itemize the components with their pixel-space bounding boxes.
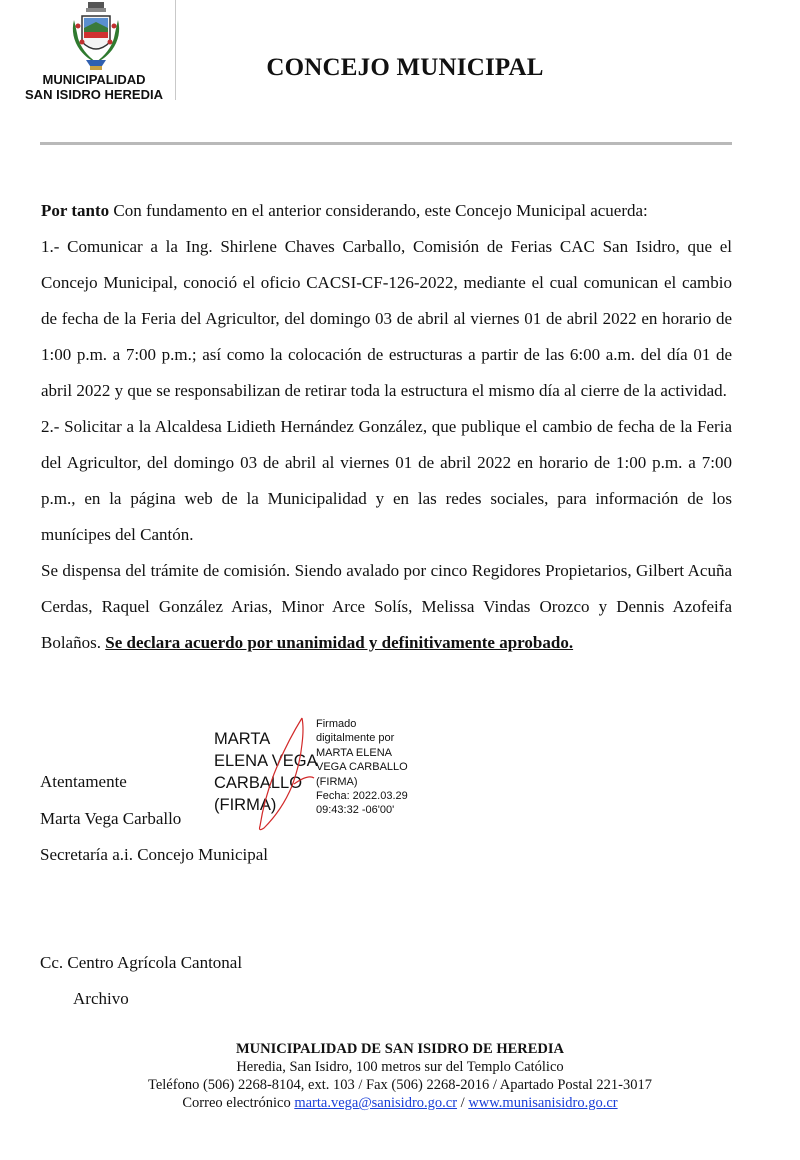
signature-detail-line: digitalmente por: [316, 732, 395, 745]
dispensa-text: Se dispensa del trámite de comisión. Siendo avalado por cinco Regidores Propietarios, Gilbert Acuña Cerdas, Raquel González Arias, Minor Arce Solís, Melissa Vindas Orozco y Dennis Azofeifa Bolaños.: [41, 561, 732, 652]
footer-contact: [0, 1094, 800, 1112]
logo-line-1: MUNICIPALIDAD: [42, 72, 146, 87]
footer-address: Heredia, San Isidro, 100 metros sur del Templo Católico: [236, 1059, 564, 1075]
footer-phones: Teléfono (506) 2268-8104, ext. 103 / Fax (506) 2268-2016 / Apartado Postal 221-3017: [148, 1077, 652, 1093]
signature-detail-line: (FIRMA): [316, 775, 358, 788]
header-rule: [40, 142, 732, 145]
email-link[interactable]: marta.vega@sanisidro.go.cr: [294, 1095, 458, 1111]
website-link[interactable]: www.munisanisidro.go.cr: [468, 1095, 618, 1111]
intro-paragraph: [41, 193, 732, 229]
logo-caption: [6, 72, 182, 102]
point-2-paragraph: 2.- Solicitar a la Alcaldesa Lidieth Hernández González, que publique el cambio de fecha de la Feria del Agricultor, del domingo 03 de abril al viernes 01 de abril 2022 en horario de 1:00 p.m. a 7:00 p.m., en la página web de la Municipalidad y en las redes sociales, para información de los munícipes del Cantón.: [41, 417, 732, 544]
lead-phrase: Por tanto: [41, 201, 110, 220]
signature-name-line: (FIRMA): [214, 796, 277, 814]
signature-name-line: CARBALLO: [214, 774, 303, 792]
signer-name: Marta Vega Carballo: [40, 809, 182, 828]
municipality-logo: [6, 2, 176, 104]
signature-mark-icon: [252, 714, 322, 834]
footer-title: MUNICIPALIDAD DE SAN ISIDRO DE HEREDIA: [235, 1041, 565, 1057]
signature-detail-line: MARTA ELENA: [316, 746, 393, 759]
logo-divider: [175, 0, 176, 100]
logo-line-2: SAN ISIDRO HEREDIA: [25, 87, 163, 102]
email-label: Correo electrónico: [182, 1095, 291, 1111]
signer-role: Secretaría a.i. Concejo Municipal: [40, 845, 268, 864]
letterhead: [0, 0, 800, 110]
intro-text: Con fundamento en el anterior considerando, este Concejo Municipal acuerda:: [109, 201, 648, 220]
signature-name-line: MARTA: [214, 730, 271, 748]
closing-greeting: Atentamente: [40, 772, 127, 791]
digital-signature-details: [316, 717, 436, 818]
signature-detail-line: 09:43:32 -06'00': [316, 804, 395, 817]
signature-name-line: ELENA VEGA: [214, 752, 318, 770]
page-title: CONCEJO MUNICIPAL: [266, 54, 544, 81]
page-footer: [0, 1040, 800, 1112]
resolution-body: [41, 193, 732, 661]
coat-of-arms-icon: [68, 2, 124, 72]
signature-detail-line: Fecha: 2022.03.29: [316, 790, 408, 803]
link-separator: /: [460, 1095, 465, 1111]
signature-detail-line: VEGA CARBALLO: [316, 761, 408, 774]
resolution-statement: Se declara acuerdo por unanimidad y definitivamente aprobado.: [105, 633, 574, 652]
cc-line: Cc. Centro Agrícola Cantonal: [40, 953, 243, 972]
point-1-paragraph: 1.- Comunicar a la Ing. Shirlene Chaves Carballo, Comisión de Ferias CAC San Isidro, que el Concejo Municipal, conoció el oficio CACSI-CF-126-2022, mediante el cual comunican el cambio de fecha de la Feria del Agricultor, del domingo 03 de abril al viernes 01 de abril 2022 en horario de 1:00 p.m. a 7:00 p.m.; así como la colocación de estructuras a partir de las 6:00 a.m. del día 01 de abril 2022 y que se responsabilizan de retirar toda la estructura el mismo día al cierre de la actividad.: [41, 237, 732, 400]
archive-line: Archivo: [73, 989, 129, 1008]
signature-detail-line: Firmado: [316, 718, 357, 730]
dispensa-paragraph: [41, 553, 732, 661]
